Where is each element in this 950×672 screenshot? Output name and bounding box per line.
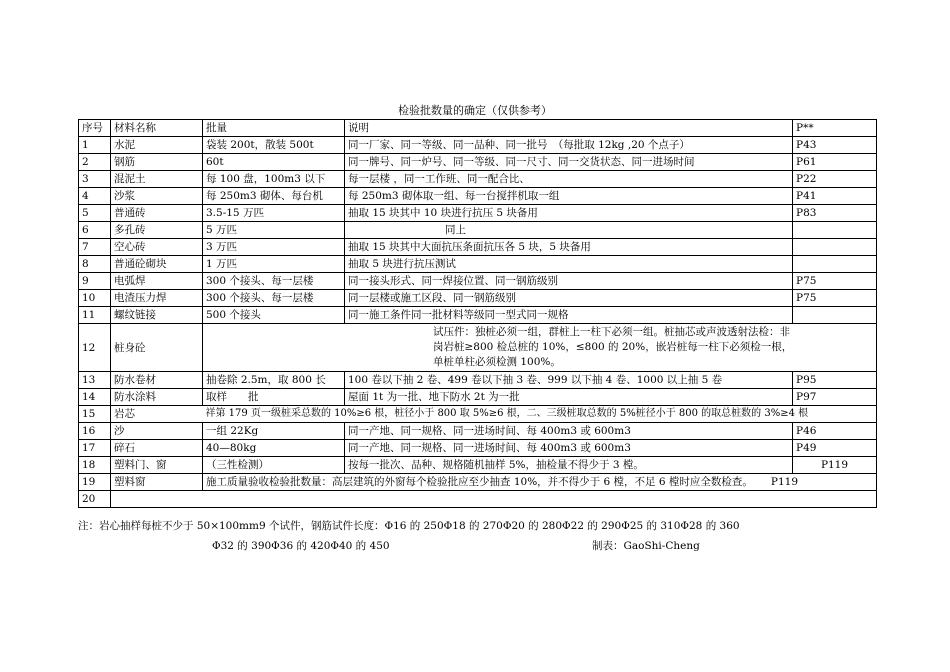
row-no: 14 [79, 389, 111, 406]
row-page: P46 [793, 423, 877, 440]
row-page: P83 [793, 205, 877, 222]
row-description: 抽取 5 块进行抗压测试 [345, 256, 793, 273]
row-batch: 5 万匹 [203, 222, 345, 239]
row-material: 普通砖 [111, 205, 203, 222]
row-no: 15 [79, 406, 111, 423]
row-material: 岩芯 [111, 406, 203, 423]
row-description: 祥第 179 页一级桩采总数的 10%≥6 根，桩径小于 800 取 5%≥6 根，二、三级桩取总数的 5%桩径小于 800 的取总桩数的 3%≥4 根 [203, 406, 877, 423]
footnote-line-2: Φ32 的 390Φ36 的 420Φ40 的 450 [212, 540, 390, 552]
row-no: 3 [79, 171, 111, 188]
row-description-text: 施工质量验收检验批数量：高层建筑的外窗每个检验批应至少抽查 10%，并不得少于 6 樘，不足 6 樘时应全数检查。 [206, 476, 753, 488]
table-row [79, 222, 877, 239]
row-page: P119 [770, 476, 798, 488]
table-row [79, 406, 877, 423]
row-no: 11 [79, 307, 111, 324]
table-row [79, 457, 877, 474]
row-page: P49 [793, 440, 877, 457]
row-material: 防水涂料 [111, 389, 203, 406]
table-maker: 制表：GaoShi-Cheng [592, 540, 700, 552]
row-no: 2 [79, 154, 111, 171]
header-material-name: 材料名称 [111, 120, 203, 137]
row-batch: 1 万匹 [203, 256, 345, 273]
table-row [79, 290, 877, 307]
row-material: 电弧焊 [111, 273, 203, 290]
document-title: 检验批数量的确定（仅供参考） [398, 104, 552, 117]
row-batch: 抽卷除 2.5m，取 800 长 [203, 372, 345, 389]
header-description: 说明 [345, 120, 793, 137]
row-no: 9 [79, 273, 111, 290]
row-batch: 60t [203, 154, 345, 171]
row-batch: 3.5-15 万匹 [203, 205, 345, 222]
table-row [79, 389, 877, 406]
row-no: 13 [79, 372, 111, 389]
row-no: 20 [79, 491, 111, 508]
table-row [79, 324, 877, 372]
row-description: 同一施工条件同一批材料等级同一型式同一规格 [345, 307, 793, 324]
table-row [79, 256, 877, 273]
row-description: 同一厂家、同一等级、同一品种、同一批号 （每批取 12kg ,20 个点子） [345, 137, 793, 154]
row-batch: 500 个接头 [203, 307, 345, 324]
row-batch: 300 个接头、每一层楼 [203, 290, 345, 307]
row-page [793, 222, 877, 239]
row-no: 19 [79, 474, 111, 491]
table-row [79, 239, 877, 256]
table-row [79, 188, 877, 205]
table-row [79, 171, 877, 188]
row-description: 每 250m3 砌体取一组、每一台搅拌机取一组 [345, 188, 793, 205]
row-description [203, 474, 877, 491]
row-page: P22 [793, 171, 877, 188]
row-material: 防水卷材 [111, 372, 203, 389]
row-no: 16 [79, 423, 111, 440]
row-page: P119 [793, 457, 877, 474]
row-material: 多孔砖 [111, 222, 203, 239]
row-batch: 一组 22Kg [203, 423, 345, 440]
row-no: 18 [79, 457, 111, 474]
row-material: 电渣压力焊 [111, 290, 203, 307]
row-batch: （三性检测） [203, 457, 345, 474]
row-material: 混泥土 [111, 171, 203, 188]
row-page [793, 307, 877, 324]
row-material: 桩身砼 [111, 324, 203, 372]
row-page: P75 [793, 290, 877, 307]
header-batch: 批量 [203, 120, 345, 137]
row-page: P43 [793, 137, 877, 154]
row-description: 同一牌号、同一炉号、同一等级、同一尺寸、同一交货状态、同一进场时间 [345, 154, 793, 171]
row-description: 同一层楼或施工区段、同一钢筋级别 [345, 290, 793, 307]
row-no: 17 [79, 440, 111, 457]
row-empty [111, 491, 877, 508]
table-row [79, 491, 877, 508]
row-page: P97 [793, 389, 877, 406]
row-material: 沙浆 [111, 188, 203, 205]
row-page: P61 [793, 154, 877, 171]
row-no: 8 [79, 256, 111, 273]
table-row [79, 205, 877, 222]
row-material: 塑料门、窗 [111, 457, 203, 474]
row-description: 抽取 15 块其中 10 块进行抗压 5 块备用 [345, 205, 793, 222]
row-page: P75 [793, 273, 877, 290]
row-batch: 袋装 200t，散装 500t [203, 137, 345, 154]
table-row [79, 440, 877, 457]
row-no: 12 [79, 324, 111, 372]
row-no: 10 [79, 290, 111, 307]
row-description: 抽取 15 块其中大面抗压条面抗压各 5 块，5 块备用 [345, 239, 793, 256]
row-description: 试压件：独桩必须一组，群桩上一柱下必须一组。桩抽芯或声波透射法检：非岗岩桩≥800 检总桩的 10%，≤800 的 20%，嵌岩桩每一柱下必须检一根，单桩单柱必须检测 100%。 [203, 324, 877, 372]
footnote-line-1: 注：岩心抽样每桩不少于 50×100mm9 个试件，钢筋试件长度：Φ16 的 250Φ18 的 270Φ20 的 280Φ22 的 290Φ25 的 310Φ28 的 360 [78, 520, 740, 532]
row-material: 普通砼砌块 [111, 256, 203, 273]
row-no: 5 [79, 205, 111, 222]
row-no: 7 [79, 239, 111, 256]
row-page: P41 [793, 188, 877, 205]
row-batch: 3 万匹 [203, 239, 345, 256]
row-material: 塑料窗 [111, 474, 203, 491]
row-description: 同上 [345, 222, 793, 239]
row-description: 屋面 1t 为一批、地下防水 2t 为一批 [345, 389, 793, 406]
row-no: 1 [79, 137, 111, 154]
inspection-batch-table [78, 119, 877, 508]
header-row [79, 120, 877, 137]
table-row [79, 273, 877, 290]
row-description: 每一层楼 ，同一工作班、同一配合比、 [345, 171, 793, 188]
row-page [793, 256, 877, 273]
row-batch: 取样 批 [203, 389, 345, 406]
table-row [79, 154, 877, 171]
row-batch: 300 个接头、每一层楼 [203, 273, 345, 290]
table-row [79, 474, 877, 491]
row-material: 空心砖 [111, 239, 203, 256]
row-no: 4 [79, 188, 111, 205]
row-material: 沙 [111, 423, 203, 440]
table-row [79, 423, 877, 440]
row-description: 100 卷以下抽 2 卷、499 卷以下抽 3 卷、999 以下抽 4 卷、1000 以上抽 5 卷 [345, 372, 793, 389]
row-description: 按每一批次、品种、规格随机抽样 5%，抽检量不得少于 3 樘。 [345, 457, 793, 474]
row-page [793, 239, 877, 256]
row-material: 碎石 [111, 440, 203, 457]
header-page: P** [793, 120, 877, 137]
row-batch: 每 100 盘，100m3 以下 [203, 171, 345, 188]
row-material: 钢筋 [111, 154, 203, 171]
row-page: P95 [793, 372, 877, 389]
row-batch: 40—80kg [203, 440, 345, 457]
row-material: 螺纹链接 [111, 307, 203, 324]
table-row [79, 307, 877, 324]
row-batch: 每 250m3 砌体、每台机 [203, 188, 345, 205]
row-description: 同一接头形式、同一焊接位置、同一钢筋级别 [345, 273, 793, 290]
row-no: 6 [79, 222, 111, 239]
row-material: 水泥 [111, 137, 203, 154]
table-row [79, 137, 877, 154]
table-row [79, 372, 877, 389]
row-description: 同一产地、同一规格、同一进场时间、每 400m3 或 600m3 [345, 423, 793, 440]
header-no: 序号 [79, 120, 111, 137]
row-description: 同一产地、同一规格、同一进场时间、每 400m3 或 600m3 [345, 440, 793, 457]
